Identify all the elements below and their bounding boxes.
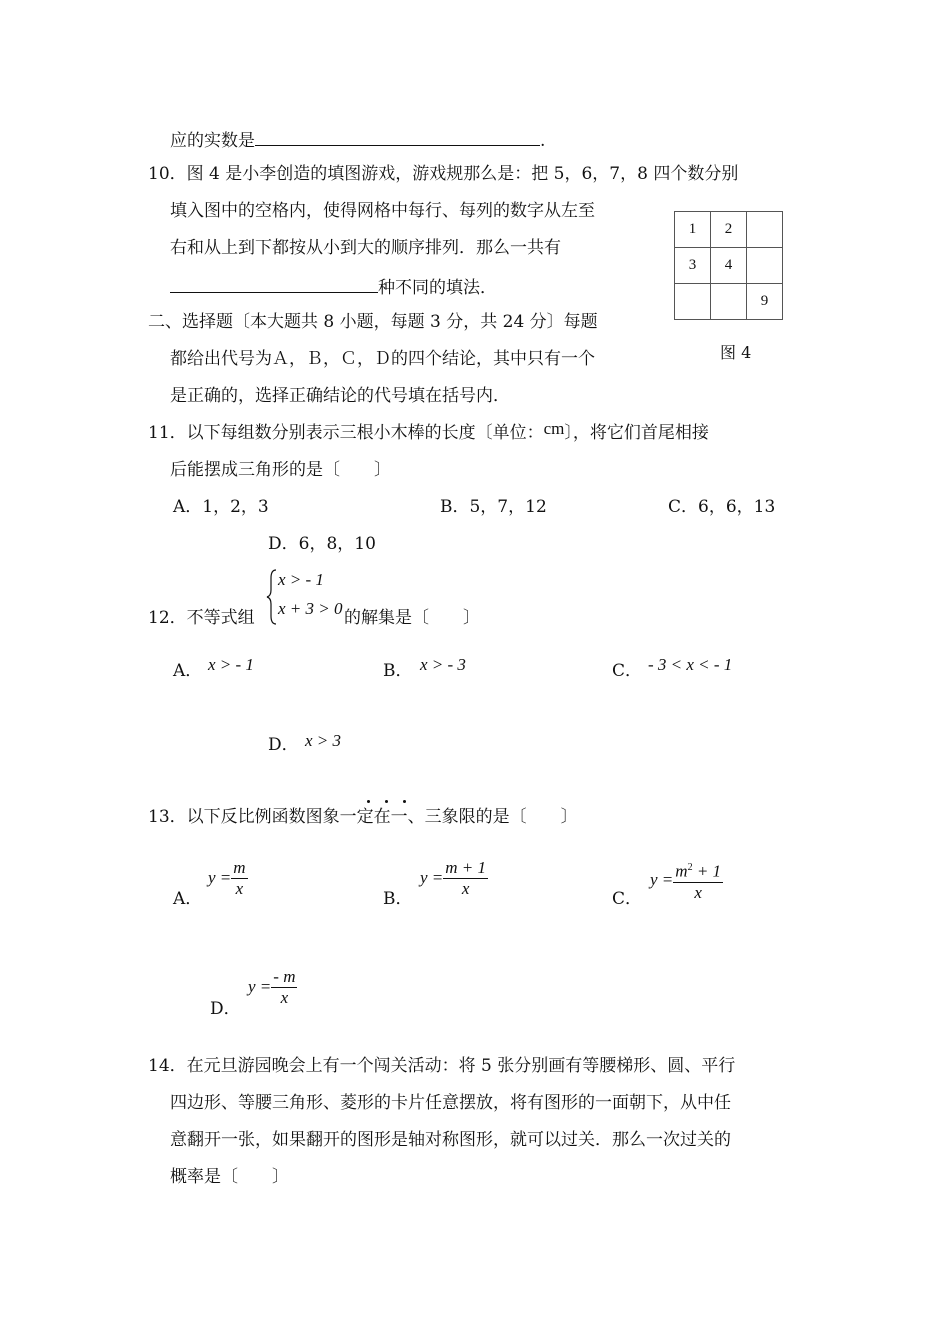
unit-cm: cm [543, 419, 565, 438]
q12-option-a-label[interactable]: A． [173, 661, 203, 681]
q13-text: 13．以下反比例函数图象一定在一、三象限的是〔 〕 [148, 807, 578, 827]
brace-icon [266, 568, 278, 626]
answer-blank[interactable] [255, 127, 540, 146]
emphasis-dot [385, 800, 388, 803]
q12-option-c[interactable]: - 3 < x < - 1 [648, 655, 733, 674]
q13-option-c-label[interactable]: C． [612, 889, 643, 909]
q13-option-a[interactable]: y = $\frac{m}{x}$ [208, 858, 246, 898]
emphasis-dot [403, 800, 406, 803]
section2-line3: 是正确的，选择正确结论的代号填在括号内． [170, 386, 510, 406]
figure-caption: 图 4 [720, 343, 752, 362]
q12-system-2: x + 3 > 0 [278, 599, 343, 618]
q12-option-b-label[interactable]: B． [383, 661, 413, 681]
grid-cell: 4 [711, 248, 747, 284]
q10-line3: 右和从上到下都按从小到大的顺序排列．那么一共有 [170, 238, 561, 258]
grid-cell [711, 284, 747, 320]
q14-line2: 四边形、等腰三角形、菱形的卡片任意摆放，将有图形的一面朝下，从中任 [170, 1093, 731, 1113]
q11-line1: 11．以下每组数分别表示三根小木棒的长度〔单位：cm〕，将它们首尾相接 [148, 419, 709, 443]
grid-cell [675, 284, 711, 320]
grid-cell [747, 212, 783, 248]
grid-cell: 3 [675, 248, 711, 284]
q14-line3: 意翻开一张，如果翻开的图形是轴对称图形，就可以过关．那么一次过关的 [170, 1130, 731, 1150]
q12-suffix: 的解集是〔 〕 [344, 608, 480, 628]
q11-option-c[interactable]: C．6，6，13 [668, 497, 776, 517]
q12-option-b[interactable]: x > - 3 [420, 655, 466, 674]
q10-line4: 种不同的填法． [170, 274, 497, 299]
q12-option-c-label[interactable]: C． [612, 661, 643, 681]
q12-system-1: x > - 1 [278, 570, 324, 589]
figure-4-grid [674, 211, 783, 320]
q11-option-d[interactable]: D．6，8，10 [268, 534, 376, 554]
answer-blank[interactable] [170, 274, 378, 293]
grid-cell [747, 248, 783, 284]
section2-line2: 都给出代号为Ａ，Ｂ，Ｃ，Ｄ的四个结论，其中只有一个 [170, 349, 595, 369]
q11-line2: 后能摆成三角形的是〔 〕 [170, 460, 391, 480]
grid-cell: 2 [711, 212, 747, 248]
q13-option-b-label[interactable]: B． [383, 889, 413, 909]
q13-option-d[interactable]: y = $\frac{- m}{x}$ [248, 967, 296, 1007]
q10-line1: 10．图 4 是小李创造的填图游戏，游戏规那么是：把 5，6，7，8 四个数分别 [148, 164, 739, 184]
q12-option-a[interactable]: x > - 1 [208, 655, 254, 674]
q13-option-c[interactable]: y = $\frac{m^2 + 1}{x}$ [650, 858, 723, 903]
emphasis-dot [367, 800, 370, 803]
q9-tail: 应的实数是 . [170, 127, 545, 152]
q12-option-d[interactable]: x > 3 [305, 731, 342, 750]
q14-line4: 概率是〔 〕 [170, 1167, 289, 1187]
q12-prefix: 12．不等式组 [148, 608, 255, 628]
q11-option-a[interactable]: A．1，2，3 [173, 497, 269, 517]
q14-line1: 14．在元旦游园晚会上有一个闯关活动：将 5 张分别画有等腰梯形、圆、平行 [148, 1056, 736, 1076]
q11-option-b[interactable]: B．5，7，12 [440, 497, 547, 517]
grid-cell: 1 [675, 212, 711, 248]
section2-line1: 二、选择题〔本大题共 8 小题，每题 3 分，共 24 分〕每题 [148, 312, 598, 332]
q13-option-d-label[interactable]: D． [210, 999, 241, 1019]
q10-line2: 填入图中的空格内，使得网格中每行、每列的数字从左至 [170, 201, 595, 221]
grid-cell: 9 [747, 284, 783, 320]
q13-option-a-label[interactable]: A． [173, 889, 203, 909]
q12-option-d-label[interactable]: D． [268, 735, 299, 755]
q13-option-b[interactable]: y = $\frac{m + 1}{x}$ [420, 858, 487, 898]
